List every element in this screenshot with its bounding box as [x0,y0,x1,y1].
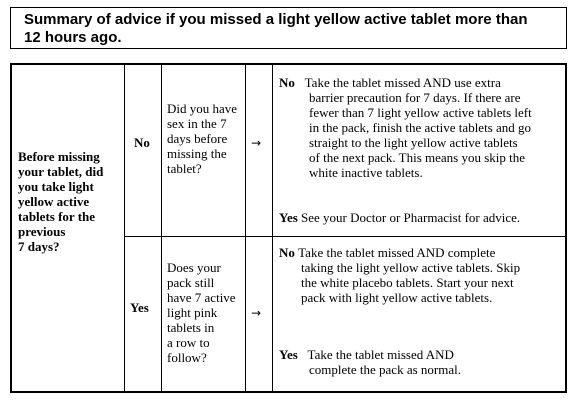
outcome-label: No [279,245,295,260]
sub-question-line: tablet? [167,161,202,176]
summary-title-box [10,7,567,49]
sub-question-line: tablets in [167,320,215,335]
sub-question-line: follow? [167,350,207,365]
row-divider [124,236,567,237]
sub-question-sex [167,101,245,176]
column-divider [272,65,273,391]
outcome-text-line: Take the tablet missed AND [307,347,454,362]
outcome-no-yes [279,210,565,225]
main-question [18,149,122,254]
outcome-text-line: of the next pack. This means you skip the [309,150,526,165]
outcome-text-line: See your Doctor or Pharmacist for advice. [301,210,521,225]
outcome-text-line: straight to the light yellow active tablets [309,135,518,150]
sub-question-line: missing the [167,146,227,161]
sub-question-line: days before [167,131,228,146]
outcome-text-line: Take the tablet missed AND complete [298,245,496,260]
sub-question-line: light pink [167,305,218,320]
answer-no-label: No [134,135,150,150]
main-question-line: previous [18,224,66,239]
main-question-line: tablets for the [18,209,96,224]
sub-question-line: have 7 active [167,290,236,305]
main-question-line: Before missing [18,149,100,164]
main-question-line: you take light [18,179,94,194]
outcome-text-line: fewer than 7 light yellow active tablets left [309,105,532,120]
sub-question-line: pack still [167,275,215,290]
sub-question-line: sex in the 7 [167,116,227,131]
right-arrow-icon: → [251,136,262,150]
outcome-text-line: Take the tablet missed AND use extra [304,75,501,90]
outcome-text-line: barrier precaution for 7 days. If there are [309,90,521,105]
outcome-text-line: taking the light yellow active tablets. Skip [301,260,521,275]
outcome-text-line: pack with light yellow active tablets. [301,290,493,305]
right-arrow-icon: → [251,306,262,320]
column-divider [124,65,125,391]
outcome-label: Yes [279,210,298,225]
main-question-line: yellow active [18,194,90,209]
answer-yes-label: Yes [130,300,149,315]
outcome-label: Yes [279,347,298,362]
main-question-line: your tablet, did [18,164,104,179]
outcome-no-no [279,75,565,180]
column-divider [245,65,246,391]
sub-question-line: Did you have [167,101,238,116]
sub-question-line: a row to [167,335,210,350]
summary-title-line-1: Summary of advice if you missed a light yellow active tablet more than [24,11,528,28]
outcome-text-line: white inactive tablets. [309,165,423,180]
column-divider [161,65,162,391]
outcome-label: No [279,75,295,90]
advice-table [10,63,567,393]
main-question-line: 7 days? [18,239,60,254]
sub-question-line: Does your [167,260,221,275]
outcome-text-line: the white placebo tablets. Start your next [301,275,514,290]
outcome-text-line: complete the pack as normal. [309,362,461,377]
outcome-text-line: in the pack, finish the active tablets and go [309,120,532,135]
outcome-yes-no [279,245,565,305]
outcome-yes-yes [279,347,565,377]
sub-question-pack [167,260,245,365]
summary-title-line-2: 12 hours ago. [24,29,122,46]
